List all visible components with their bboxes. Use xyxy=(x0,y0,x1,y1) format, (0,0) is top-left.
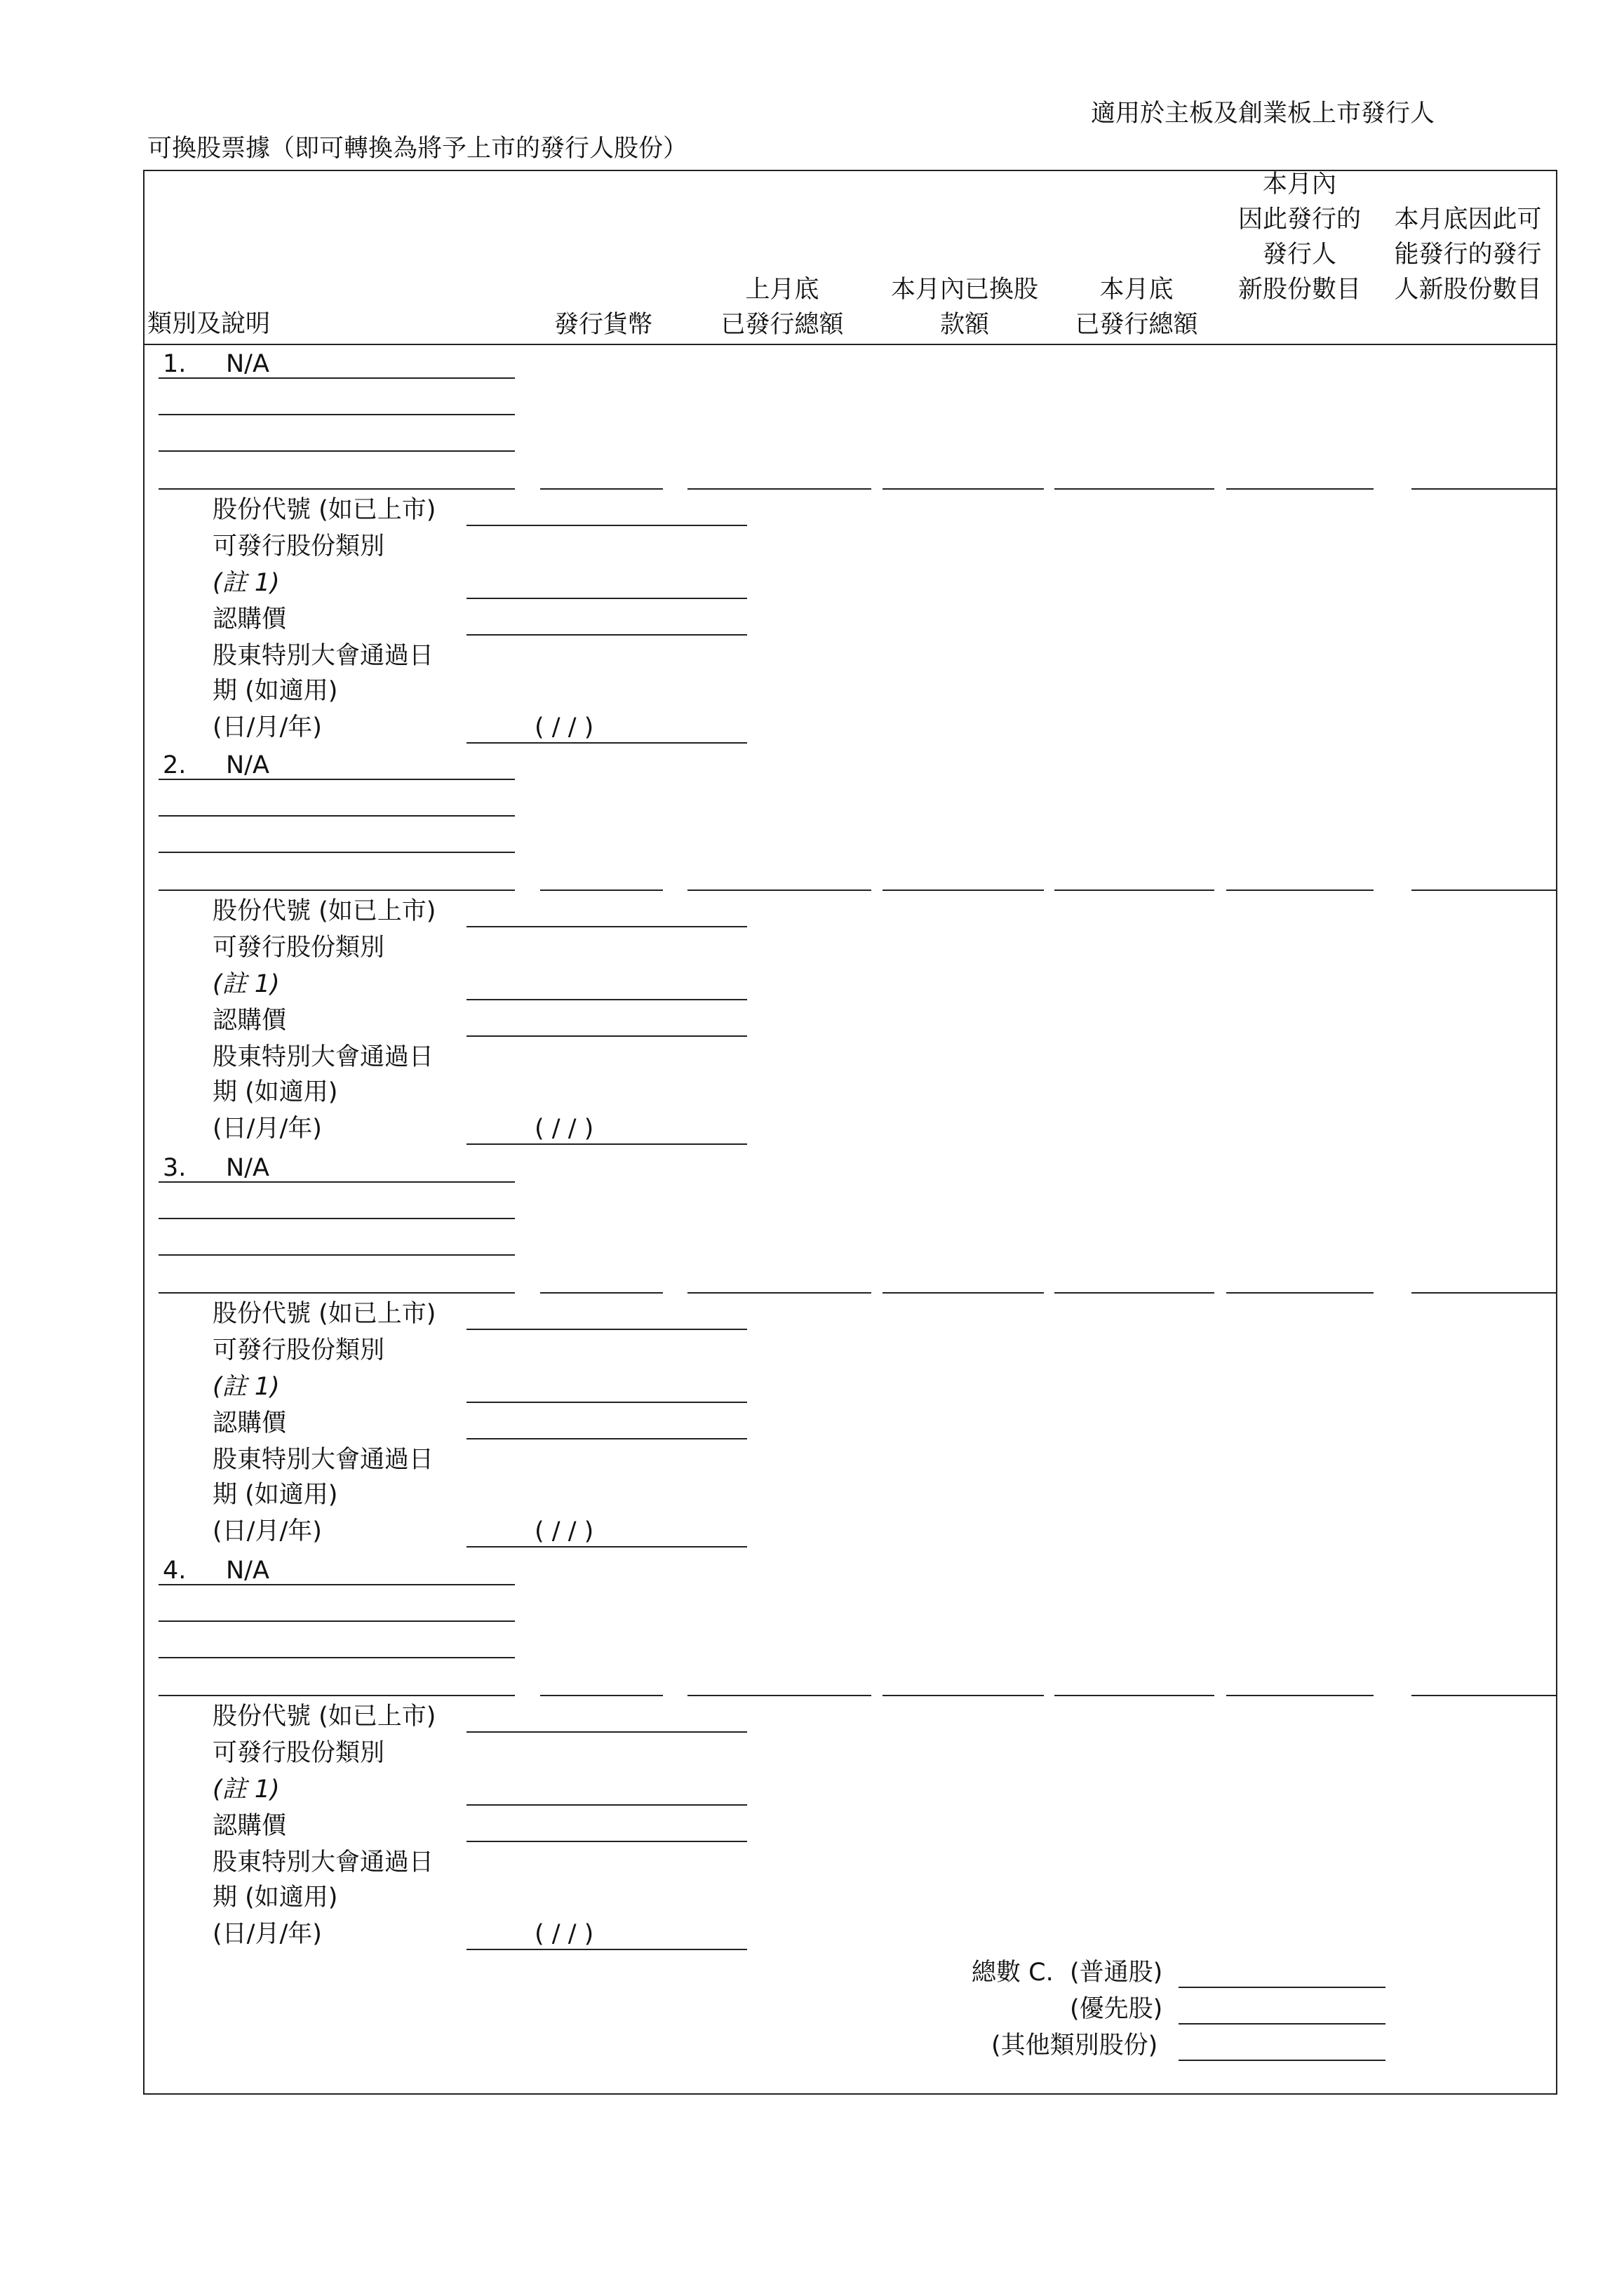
egm-date-field[interactable] xyxy=(467,1949,747,1950)
description-line[interactable] xyxy=(159,1181,515,1183)
share-class-field[interactable] xyxy=(467,1804,747,1806)
col-month-end-l1: 本月底 xyxy=(1099,276,1174,304)
converted-field[interactable] xyxy=(883,488,1044,490)
note-ref: (註 1) xyxy=(213,970,280,998)
total-other-label: (其他類別股份) xyxy=(991,2032,1158,2060)
issuable-field[interactable] xyxy=(1411,488,1556,490)
form-table xyxy=(143,170,1557,2095)
header-divider xyxy=(143,344,1557,345)
prev-month-field[interactable] xyxy=(687,488,871,490)
sub-price-field[interactable] xyxy=(467,634,747,636)
item-description: N/A xyxy=(226,1557,269,1585)
col-currency: 發行貨幣 xyxy=(553,311,652,339)
item-number: 4. xyxy=(163,1557,187,1585)
total-ordinary-field[interactable] xyxy=(1179,1987,1385,1988)
share-class-label: 可發行股份類別 xyxy=(213,1739,385,1767)
note-ref: (註 1) xyxy=(213,569,280,597)
sub-price-label: 認購價 xyxy=(213,1812,287,1840)
sub-price-label: 認購價 xyxy=(213,1409,287,1437)
description-line[interactable] xyxy=(159,1218,515,1219)
description-line[interactable] xyxy=(159,1292,515,1294)
section-title: 可換股票據（即可轉換為將予上市的發行人股份） xyxy=(147,135,688,163)
description-line[interactable] xyxy=(159,377,515,379)
date-placeholder: ( / / ) xyxy=(535,1920,594,1948)
date-format-label: (日/月/年) xyxy=(213,713,322,741)
item-description: N/A xyxy=(226,751,269,779)
month-end-field[interactable] xyxy=(1054,1695,1214,1696)
share-class-field[interactable] xyxy=(467,598,747,599)
item-number: 2. xyxy=(163,751,187,779)
col-converted-l2: 款額 xyxy=(939,311,989,339)
stock-code-label: 股份代號 (如已上市) xyxy=(213,1703,436,1731)
col-prev-month-l2: 已發行總額 xyxy=(720,311,844,339)
date-format-label: (日/月/年) xyxy=(213,1517,322,1545)
total-preference-field[interactable] xyxy=(1179,2023,1385,2025)
total-other-field[interactable] xyxy=(1179,2060,1385,2061)
issued-field[interactable] xyxy=(1226,488,1374,490)
date-placeholder: ( / / ) xyxy=(535,713,594,741)
month-end-field[interactable] xyxy=(1054,488,1214,490)
description-line[interactable] xyxy=(159,1657,515,1658)
note-ref: (註 1) xyxy=(213,1373,280,1401)
egm-label: 股東特別大會通過日 xyxy=(213,1848,434,1877)
egm-label-cont: 期 (如適用) xyxy=(213,1481,338,1509)
col-category: 類別及說明 xyxy=(147,310,271,338)
description-line[interactable] xyxy=(159,1584,515,1585)
sub-price-field[interactable] xyxy=(467,1841,747,1842)
share-class-label: 可發行股份類別 xyxy=(213,1336,385,1364)
description-line[interactable] xyxy=(159,450,515,452)
sub-price-field[interactable] xyxy=(467,1438,747,1439)
description-line[interactable] xyxy=(159,1254,515,1256)
col-issued-l2: 因此發行的 xyxy=(1237,206,1361,234)
egm-label-cont: 期 (如適用) xyxy=(213,1884,338,1912)
stock-code-field[interactable] xyxy=(467,926,747,927)
currency-field[interactable] xyxy=(540,1292,663,1294)
stock-code-label: 股份代號 (如已上市) xyxy=(213,1300,436,1328)
col-issued-l1: 本月內 xyxy=(1262,170,1336,199)
date-placeholder: ( / / ) xyxy=(535,1115,594,1143)
converted-field[interactable] xyxy=(883,889,1044,891)
prev-month-field[interactable] xyxy=(687,889,871,891)
total-ordinary-label: (普通股) xyxy=(1070,1959,1163,1987)
description-line[interactable] xyxy=(159,1695,515,1696)
date-placeholder: ( / / ) xyxy=(535,1517,594,1545)
prev-month-field[interactable] xyxy=(687,1292,871,1294)
col-issued-l3: 發行人 xyxy=(1262,241,1336,269)
issuable-field[interactable] xyxy=(1411,889,1556,891)
month-end-field[interactable] xyxy=(1054,1292,1214,1294)
egm-label-cont: 期 (如適用) xyxy=(213,677,338,705)
item-description: N/A xyxy=(226,350,269,378)
stock-code-field[interactable] xyxy=(467,1329,747,1330)
col-issuable-l2: 能發行的發行 xyxy=(1394,241,1542,269)
currency-field[interactable] xyxy=(540,488,663,490)
prev-month-field[interactable] xyxy=(687,1695,871,1696)
col-issuable-l1: 本月底因此可 xyxy=(1394,206,1542,234)
applicability-note: 適用於主板及創業板上市發行人 xyxy=(1091,100,1435,128)
sub-price-label: 認購價 xyxy=(213,605,287,633)
share-class-field[interactable] xyxy=(467,999,747,1000)
description-line[interactable] xyxy=(159,889,515,891)
egm-label: 股東特別大會通過日 xyxy=(213,642,434,670)
egm-date-field[interactable] xyxy=(467,1143,747,1145)
sub-price-field[interactable] xyxy=(467,1035,747,1037)
issuable-field[interactable] xyxy=(1411,1292,1556,1294)
egm-date-field[interactable] xyxy=(467,742,747,744)
item-number: 1. xyxy=(163,350,187,378)
col-issued-l4: 新股份數目 xyxy=(1237,276,1361,304)
total-preference-label: (優先股) xyxy=(1070,1995,1163,2023)
stock-code-field[interactable] xyxy=(467,1731,747,1733)
description-line[interactable] xyxy=(159,852,515,853)
converted-field[interactable] xyxy=(883,1292,1044,1294)
col-prev-month-l1: 上月底 xyxy=(745,276,819,304)
egm-label-cont: 期 (如適用) xyxy=(213,1078,338,1106)
stock-code-field[interactable] xyxy=(467,525,747,526)
issuable-field[interactable] xyxy=(1411,1695,1556,1696)
converted-field[interactable] xyxy=(883,1695,1044,1696)
description-line[interactable] xyxy=(159,414,515,415)
share-class-field[interactable] xyxy=(467,1402,747,1403)
col-issuable-l3: 人新股份數目 xyxy=(1394,276,1542,304)
description-line[interactable] xyxy=(159,779,515,780)
date-format-label: (日/月/年) xyxy=(213,1920,322,1948)
note-ref: (註 1) xyxy=(213,1775,280,1804)
share-class-label: 可發行股份類別 xyxy=(213,532,385,560)
egm-label: 股東特別大會通過日 xyxy=(213,1043,434,1071)
issued-field[interactable] xyxy=(1226,1292,1374,1294)
date-format-label: (日/月/年) xyxy=(213,1115,322,1143)
issued-field[interactable] xyxy=(1226,1695,1374,1696)
egm-label: 股東特別大會通過日 xyxy=(213,1446,434,1474)
egm-date-field[interactable] xyxy=(467,1546,747,1548)
total-c-label: 總數 C. xyxy=(972,1959,1054,1987)
item-number: 3. xyxy=(163,1154,187,1182)
item-description: N/A xyxy=(226,1154,269,1182)
month-end-field[interactable] xyxy=(1054,889,1214,891)
share-class-label: 可發行股份類別 xyxy=(213,934,385,962)
currency-field[interactable] xyxy=(540,889,663,891)
sub-price-label: 認購價 xyxy=(213,1007,287,1035)
issued-field[interactable] xyxy=(1226,889,1374,891)
description-line[interactable] xyxy=(159,488,515,490)
description-line[interactable] xyxy=(159,815,515,817)
description-line[interactable] xyxy=(159,1620,515,1622)
currency-field[interactable] xyxy=(540,1695,663,1696)
col-converted-l1: 本月內已換股 xyxy=(890,276,1038,304)
stock-code-label: 股份代號 (如已上市) xyxy=(213,496,436,524)
stock-code-label: 股份代號 (如已上市) xyxy=(213,897,436,925)
col-month-end-l2: 已發行總額 xyxy=(1075,311,1198,339)
